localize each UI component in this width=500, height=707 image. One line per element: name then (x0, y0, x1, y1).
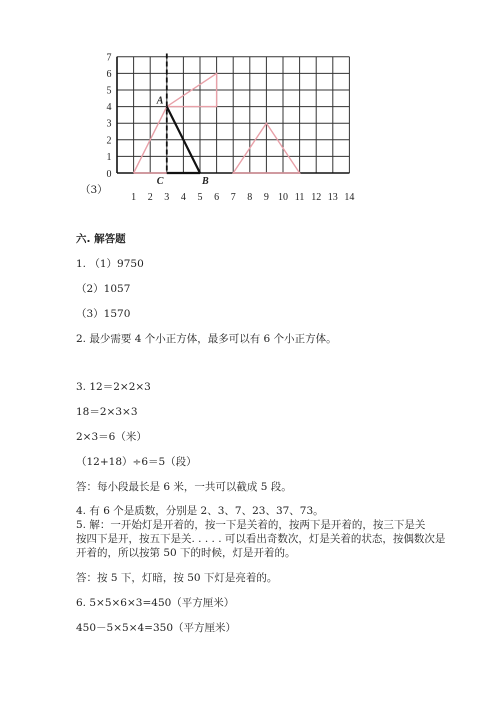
answer-line-16: 450－5×5×4=350（平方厘米） (76, 622, 237, 634)
x-tick-label: 8 (247, 192, 253, 203)
answer-line-4: 2. 最少需要 4 个小正方体，最多可以有 6 个小正方体。 (76, 333, 337, 345)
point-a-label: A (156, 95, 164, 107)
y-tick-label: 6 (106, 68, 112, 80)
origin-label: 0 (106, 169, 112, 180)
answer-line-3: （3）1570 (76, 308, 131, 320)
x-tick-label: 1 (131, 192, 137, 203)
y-tick-label: 5 (106, 85, 112, 97)
answer-line-6: 18＝2×3×3 (76, 406, 138, 418)
x-tick-label: 3 (164, 192, 170, 203)
y-tick-label: 4 (106, 102, 112, 114)
x-tick-label: 13 (327, 192, 338, 203)
grid-lines (117, 57, 349, 173)
answer-line-1: 1. （1）9750 (76, 258, 144, 270)
answer-line-7: 2×3＝6（米） (76, 431, 147, 443)
grid-figure (0, 0, 500, 220)
x-tick-label: 6 (214, 192, 220, 203)
y-tick-label: 7 (106, 52, 112, 64)
answer-line-2: （2）1057 (76, 283, 131, 295)
y-tick-label: 3 (106, 118, 112, 130)
answer-line-8: （12+18）÷6＝5（段） (76, 456, 197, 468)
x-tick-label: 12 (311, 192, 322, 203)
point-b-label: B (202, 176, 209, 187)
y-tick-label: 2 (106, 135, 112, 147)
x-tick-label: 14 (344, 192, 355, 203)
section-title: 六. 解答题 (76, 233, 126, 245)
x-tick-label: 7 (230, 192, 236, 203)
grid-labels (107, 52, 355, 203)
figure-item-label: （3） (80, 184, 108, 196)
y-tick-label: 1 (106, 151, 112, 163)
answer-line-13: 开着的，所以按第 50 下的时候，灯是开着的。 (76, 547, 296, 559)
x-tick-label: 5 (197, 192, 203, 203)
x-tick-label: 4 (180, 192, 186, 203)
answer-line-11: 5. 解：一开始灯是开着的，按一下是关着的，按两下是开着的，按三下是关 (76, 519, 426, 531)
answer-line-12: 按四下是开，按五下是关. . . . . 可以看出奇数次，灯是关着的状态，按偶数次是 (76, 533, 446, 545)
answer-line-10: 4. 有 6 个是质数，分别是 2、3、7、23、37、73。 (76, 505, 324, 517)
x-tick-label: 10 (278, 192, 288, 203)
answer-line-15: 6. 5×5×6×3=450（平方厘米） (76, 597, 235, 609)
answer-line-14: 答：按 5 下，灯暗，按 50 下灯是亮着的。 (76, 572, 278, 584)
x-tick-label: 11 (294, 192, 305, 203)
x-tick-label: 9 (263, 192, 269, 203)
answer-line-9: 答：每小段最长是 6 米，一共可以截成 5 段。 (76, 481, 292, 493)
answer-line-5: 3. 12＝2×2×3 (76, 381, 151, 393)
point-c-label: C (156, 176, 164, 187)
x-tick-label: 2 (147, 192, 153, 203)
